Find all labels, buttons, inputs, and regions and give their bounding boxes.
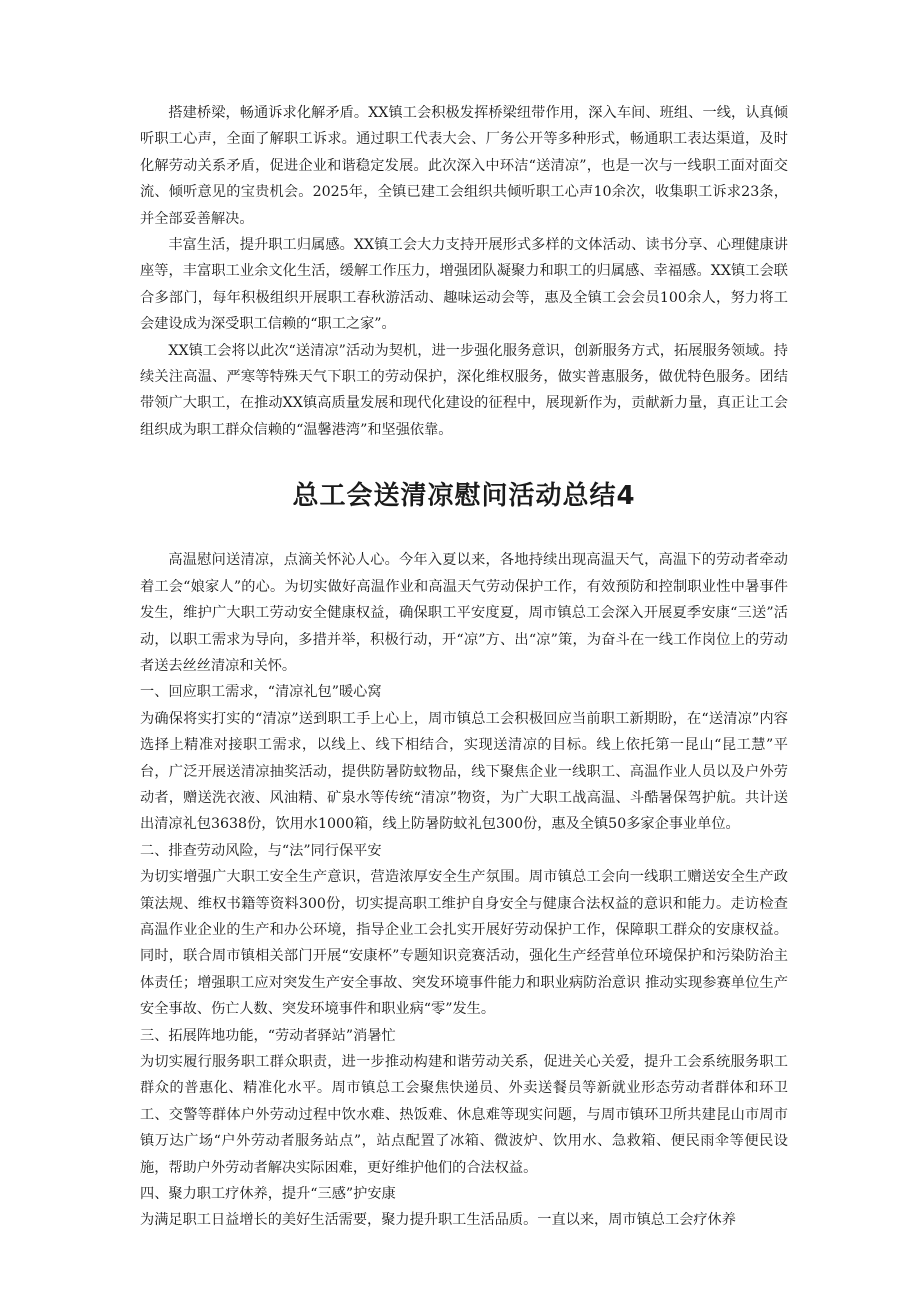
document-title: 总工会送清凉慰问活动总结4 (292, 481, 636, 512)
section-body-2: 为切实增强广大职工安全生产意识，营造浓厚安全生产氛围。周市镇总工会向一线职工赠送安全生产政策法规、维权书籍等资料300份，切实提高职工维护自身安全与健康合法权益的意识和能力。走访检查高温作业企业的生产和办公环境，指导企业工会扎实开展好劳动保护工作，保障职工群众的安康权益。同时，联合周市镇相关部门开展“安康杯”专题知识竞赛活动，强化生产经营单位环境保护和污染防治主体责任；增强职工应对突发生产安全事故、突发环境事件能力和职业病防治意识 推动实现参赛单位生产安全事故、伤亡人数、突发环境事件和职业病“零”发生。 (140, 869, 788, 1018)
document-page (140, 100, 788, 1234)
section-heading-2: 二、排查劳动风险，与“法”同行保平安 (140, 842, 382, 859)
section-body-3: 为切实履行服务职工群众职责，进一步推动构建和谐劳动关系，促进关心关爱，提升工会系统服务职工群众的普惠化、精准化水平。周市镇总工会聚焦快递员、外卖送餐员等新就业形态劳动者群体和环卫工、交警等群体户外劳动过程中饮水难、热饭难、休息难等现实问题，与周市镇环卫所共建昆山市周市镇万达广场“户外劳动者服务站点”，站点配置了冰箱、微波炉、饮用水、急救箱、便民雨伞等便民设施，帮助户外劳动者解决实际困难，更好维护他们的合法权益。 (140, 1054, 788, 1176)
paragraph-outlook: XX镇工会将以此次“送清凉”活动为契机，进一步强化服务意识，创新服务方式，拓展服务领域。持续关注高温、严寒等特殊天气下职工的劳动保护，深化维权服务，做实普惠服务，做优特色服务。团结带领广大职工，在推动XX镇高质量发展和现代化建设的征程中，展现新作为，贡献新力量，真正让工会组织成为职工群众信赖的“温馨港湾”和坚强依靠。 (140, 342, 788, 438)
paragraph-enrich-life: 丰富生活，提升职工归属感。XX镇工会大力支持开展形式多样的文体活动、读书分享、心理健康讲座等，丰富职工业余文化生活，缓解工作压力，增强团队凝聚力和职工的归属感、幸福感。XX镇工会联合多部门，每年积极组织开展职工春秋游活动、趣味运动会等，惠及全镇工会会员100余人，努力将工会建设成为深受职工信赖的“职工之家”。 (140, 237, 788, 333)
paragraph-bridge: 搭建桥梁，畅通诉求化解矛盾。XX镇工会积极发挥桥梁纽带作用，深入车间、班组、一线，认真倾听职工心声，全面了解职工诉求。通过职工代表大会、厂务公开等多种形式，畅通职工表达渠道，及时化解劳动关系矛盾，促进企业和谐稳定发展。此次深入中环洁“送清凉”，也是一次与一线职工面对面交流、倾听意见的宝贵机会。2025年，全镇已建工会组织共倾听职工心声10余次，收集职工诉求23条，并全部妥善解决。 (140, 105, 788, 227)
paragraph-intro: 高温慰问送清凉，点滴关怀沁人心。今年入夏以来，各地持续出现高温天气，高温下的劳动者牵动着工会“娘家人”的心。为切实做好高温作业和高温天气劳动保护工作，有效预防和控制职业性中暑事件发生，维护广大职工劳动安全健康权益，确保职工平安度夏，周市镇总工会深入开展夏季安康“三送”活动，以职工需求为导向，多措并举，积极行动，开“凉”方、出“凉”策，为奋斗在一线工作岗位上的劳动者送去丝丝清凉和关怀。 (140, 552, 788, 674)
section-body-4: 为满足职工日益增长的美好生活需要，聚力提升职工生活品质。一直以来，周市镇总工会疗休养 (140, 1212, 736, 1229)
section-heading-1: 一、回应职工需求，“清凉礼包”暖心窝 (140, 684, 382, 701)
section-heading-3: 三、拓展阵地功能，“劳动者驿站”消暑忙 (140, 1027, 396, 1044)
section-body-1: 为确保将实打实的“清凉”送到职工手上心上，周市镇总工会积极回应当前职工新期盼，在“送清凉”内容选择上精准对接职工需求，以线上、线下相结合，实现送清凉的目标。线上依托第一昆山“昆工慧”平台，广泛开展送清凉抽奖活动，提供防暑防蚊物品，线下聚焦企业一线职工、高温作业人员以及户外劳动者，赠送洗衣液、风油精、矿泉水等传统“清凉”物资，为广大职工战高温、斗酷暑保驾护航。共计送出清凉礼包3638份，饮用水1000箱，线上防暑防蚊礼包300份，惠及全镇50多家企事业单位。 (140, 710, 788, 833)
section-heading-4: 四、聚力职工疗休养，提升“三感”护安康 (140, 1186, 396, 1203)
